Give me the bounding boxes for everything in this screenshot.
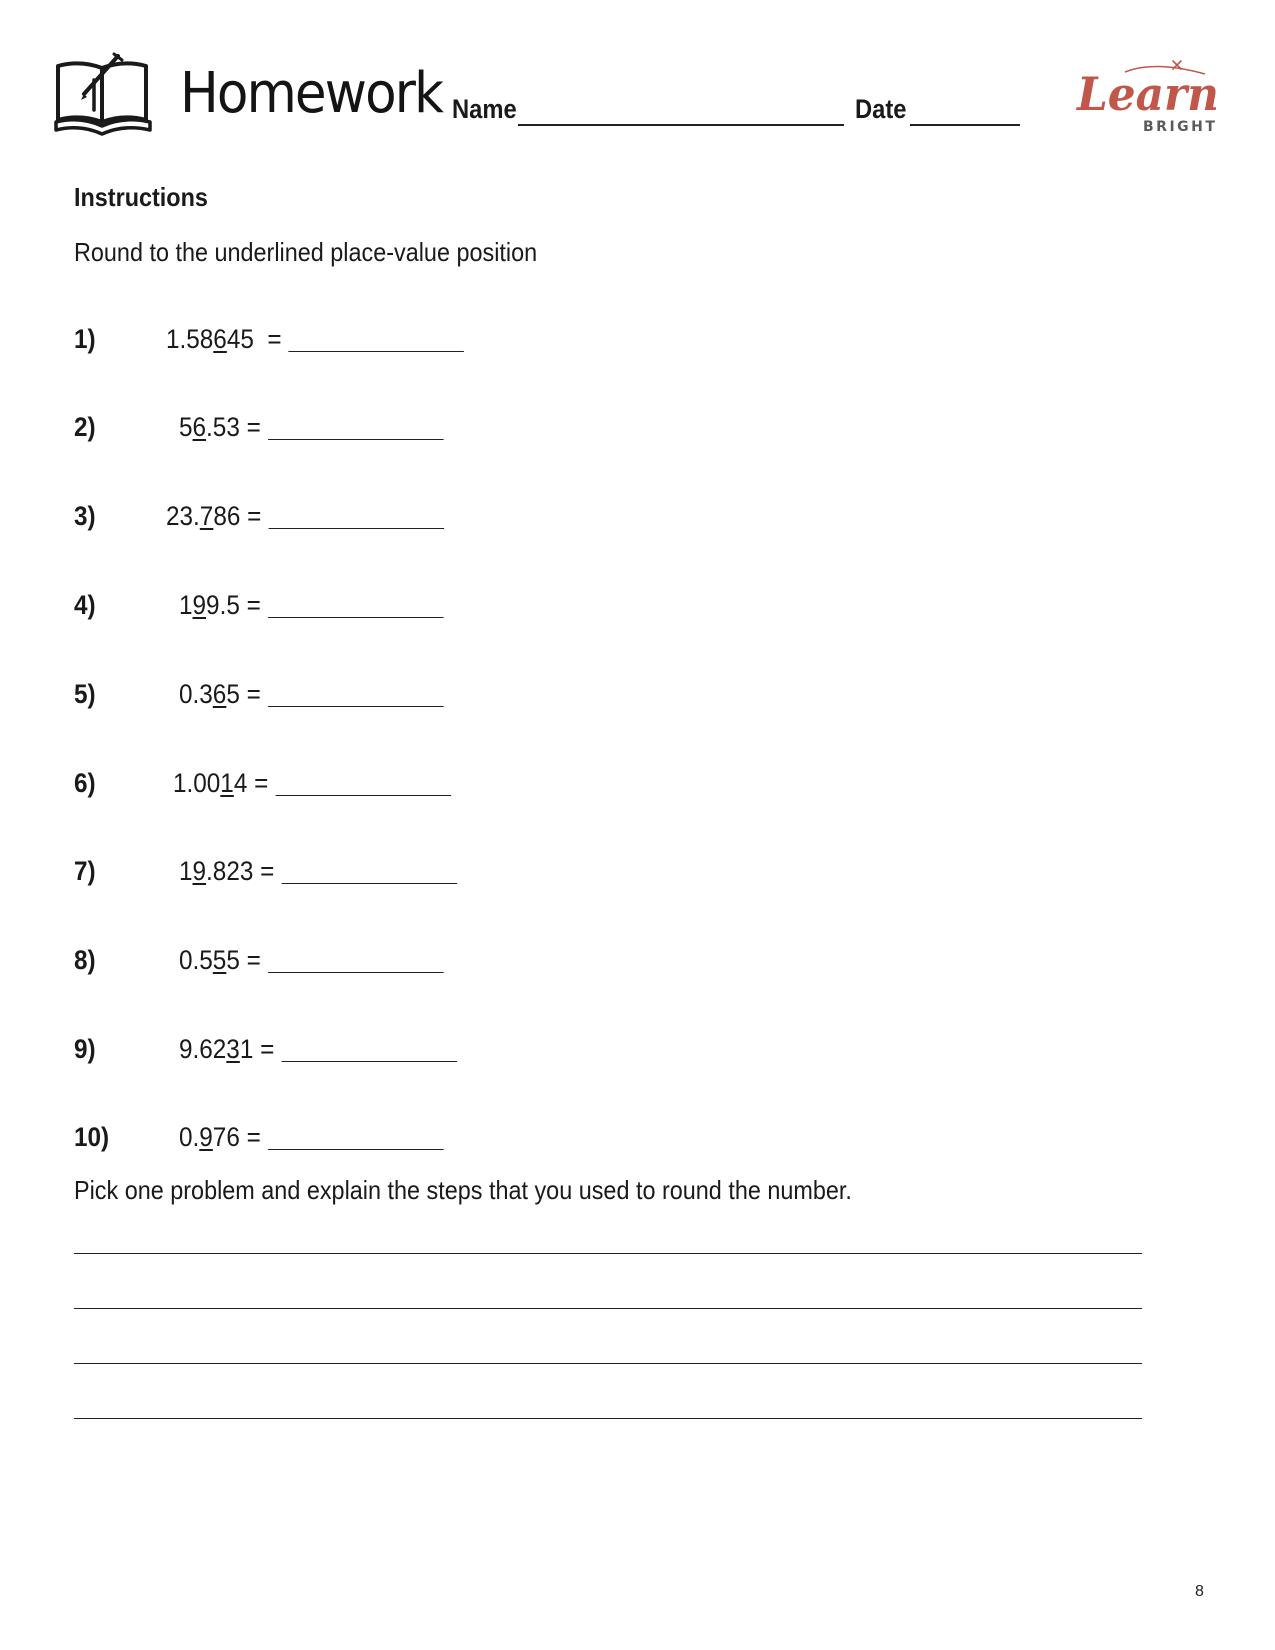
answer-blank[interactable] <box>268 616 444 618</box>
explain-prompt: Pick one problem and explain the steps that you used to round the number. <box>74 1175 852 1205</box>
underlined-digit: 9 <box>199 1122 213 1152</box>
problem-row <box>74 681 774 721</box>
name-label: Name <box>452 94 517 124</box>
problem-expression: 9.6231 = <box>179 1036 457 1063</box>
problem-row <box>74 947 774 987</box>
answer-blank[interactable] <box>276 794 452 796</box>
answer-blank[interactable] <box>289 350 465 352</box>
problem-number: 1) <box>74 324 96 354</box>
problem-number: 7) <box>74 856 96 886</box>
open-book-pencil-icon <box>54 50 152 142</box>
writing-line[interactable] <box>74 1418 1142 1419</box>
problem-number: 9) <box>74 1034 96 1064</box>
underlined-digit: 1 <box>220 768 234 798</box>
answer-blank[interactable] <box>282 1060 458 1062</box>
underlined-digit: 9 <box>192 590 207 620</box>
problem-number: 5) <box>74 679 96 709</box>
problem-number: 8) <box>74 945 96 975</box>
problem-row <box>74 326 774 366</box>
underlined-digit: 6 <box>213 324 227 354</box>
answer-blank[interactable] <box>282 882 458 884</box>
answer-blank[interactable] <box>268 1148 444 1150</box>
problem-number: 4) <box>74 590 96 620</box>
problem-row <box>74 592 774 632</box>
problem-number: 6) <box>74 768 96 798</box>
problem-expression: 199.5 = <box>179 592 444 619</box>
problem-number: 3) <box>74 501 96 531</box>
logo-subword: BRIGHT <box>1143 119 1218 135</box>
underlined-digit: 5 <box>212 945 227 975</box>
problem-expression: 0.365 = <box>179 681 444 708</box>
answer-blank[interactable] <box>268 438 444 440</box>
homework-title: Homework <box>180 61 443 126</box>
problem-row <box>74 1036 774 1076</box>
answer-blank[interactable] <box>268 971 444 973</box>
problem-row <box>74 414 774 454</box>
answer-blank[interactable] <box>268 705 444 707</box>
problem-expression: 23.786 = <box>166 503 444 530</box>
writing-line[interactable] <box>74 1363 1142 1364</box>
problem-expression: 0.976 = <box>179 1124 444 1151</box>
date-label: Date <box>855 94 907 124</box>
name-field[interactable] <box>518 124 844 126</box>
problem-row <box>74 1124 774 1164</box>
underlined-digit: 9 <box>192 856 207 886</box>
problem-expression: 19.823 = <box>179 858 457 885</box>
underlined-digit: 6 <box>212 679 227 709</box>
problem-expression: 1.58645 = <box>166 326 464 353</box>
instructions-text: Round to the underlined place-value position <box>74 237 538 267</box>
problem-row <box>74 503 774 543</box>
problem-row <box>74 858 774 898</box>
problem-expression: 0.555 = <box>179 947 444 974</box>
writing-line[interactable] <box>74 1308 1142 1309</box>
underlined-digit: 6 <box>192 412 207 442</box>
problem-expression: 56.53 = <box>179 414 444 441</box>
problem-row <box>74 770 774 810</box>
date-field[interactable] <box>910 124 1020 126</box>
logo-word: Learn <box>1075 67 1219 121</box>
problem-expression: 1.0014 = <box>173 770 451 797</box>
problem-number: 2) <box>74 412 96 442</box>
problem-number: 10) <box>74 1122 110 1152</box>
writing-line[interactable] <box>74 1253 1142 1254</box>
underlined-digit: 3 <box>226 1034 240 1064</box>
learn-bright-logo <box>1075 56 1225 136</box>
underlined-digit: 7 <box>199 501 214 531</box>
answer-blank[interactable] <box>269 527 445 529</box>
page-number: 8 <box>1195 1583 1204 1600</box>
instructions-heading: Instructions <box>74 182 208 212</box>
